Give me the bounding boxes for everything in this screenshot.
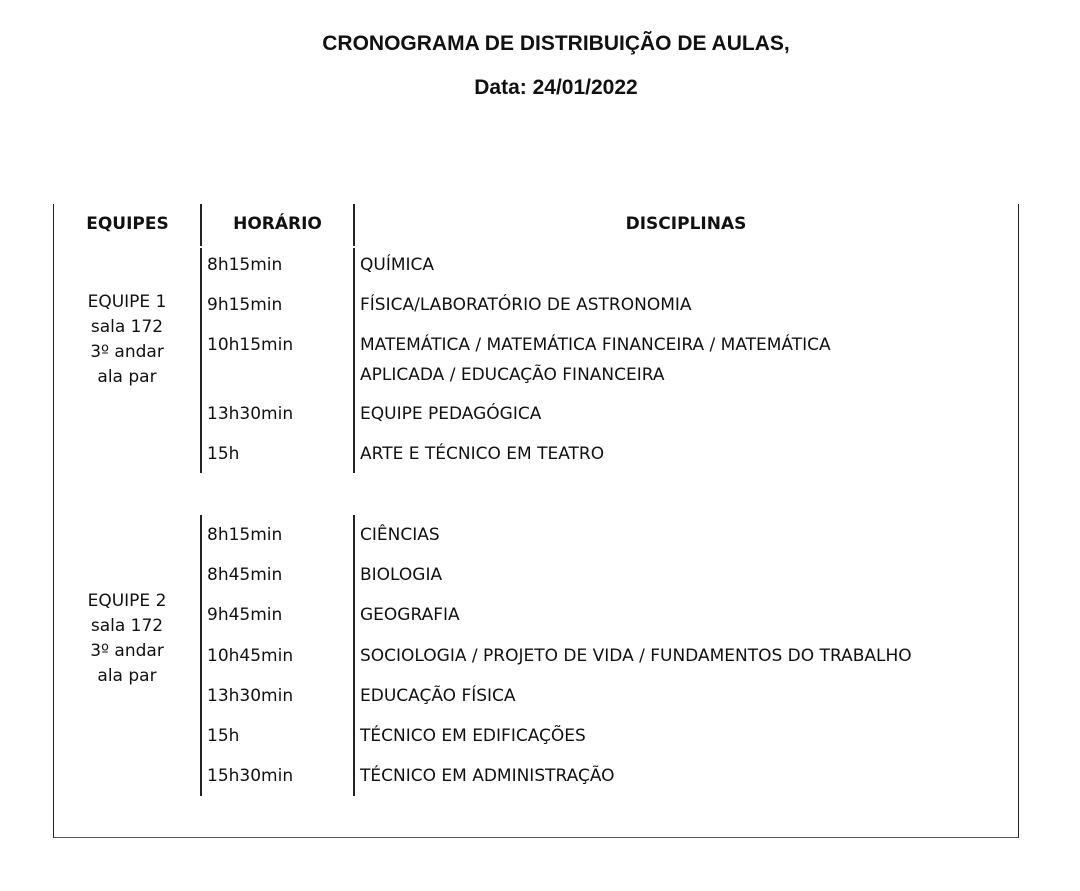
- g1-row-1-time: 8h15min: [207, 255, 283, 275]
- g2-row-2-subject: BIOLOGIA: [360, 565, 443, 585]
- g2-row-1-subject: CIÊNCIAS: [360, 525, 440, 545]
- g1-row-5-time: 15h: [207, 444, 240, 464]
- team-1-floor: 3º andar: [90, 342, 164, 362]
- g1-row-3-time: 10h15min: [207, 335, 294, 355]
- g1-row-4-time: 13h30min: [207, 404, 294, 424]
- g2-row-7-subject: TÉCNICO EM ADMINISTRAÇÃO: [360, 766, 615, 786]
- g2-row-6-time: 15h: [207, 726, 240, 746]
- group-2-divider-2: [353, 515, 355, 796]
- document-title: CRONOGRAMA DE DISTRIBUIÇÃO DE AULAS,: [322, 32, 790, 55]
- header-teams: EQUIPES: [86, 214, 169, 234]
- header-time: HORÁRIO: [233, 214, 322, 234]
- team-2-room: sala 172: [90, 616, 164, 636]
- team-2-floor: 3º andar: [90, 641, 164, 661]
- g2-row-3-subject: GEOGRAFIA: [360, 605, 460, 625]
- group-1-divider-2: [353, 248, 355, 473]
- g1-row-3-subject-line2: APLICADA / EDUCAÇÃO FINANCEIRA: [360, 365, 665, 385]
- g1-row-2-subject: FÍSICA/LABORATÓRIO DE ASTRONOMIA: [360, 295, 692, 315]
- team-2-info: [54, 589, 200, 689]
- header-subjects: DISCIPLINAS: [625, 214, 747, 234]
- g1-row-1-subject: QUÍMICA: [360, 255, 435, 275]
- g2-row-6-subject: TÉCNICO EM EDIFICAÇÕES: [360, 726, 586, 746]
- team-1-wing: ala par: [97, 367, 157, 387]
- g2-row-3-time: 9h45min: [207, 605, 283, 625]
- team-2-wing: ala par: [97, 666, 157, 686]
- g2-row-4-time: 10h45min: [207, 646, 294, 666]
- team-1-room: sala 172: [90, 317, 164, 337]
- g2-row-2-time: 8h45min: [207, 565, 283, 585]
- g1-row-5-subject: ARTE E TÉCNICO EM TEATRO: [360, 444, 605, 464]
- document-date: Data: 24/01/2022: [474, 76, 638, 99]
- team-1-name: EQUIPE 1: [87, 292, 167, 312]
- g1-row-3-subject: MATEMÁTICA / MATEMÁTICA FINANCEIRA / MATEMÁTICA: [360, 335, 831, 355]
- team-1-info: [54, 290, 200, 390]
- group-2-divider-1: [200, 515, 202, 796]
- g1-row-4-subject: EQUIPE PEDAGÓGICA: [360, 404, 542, 424]
- g2-row-5-time: 13h30min: [207, 686, 294, 706]
- g2-row-1-time: 8h15min: [207, 525, 283, 545]
- g1-row-2-time: 9h15min: [207, 295, 283, 315]
- g2-row-7-time: 15h30min: [207, 766, 294, 786]
- team-2-name: EQUIPE 2: [87, 591, 167, 611]
- group-1-divider-1: [200, 248, 202, 473]
- g2-row-5-subject: EDUCAÇÃO FÍSICA: [360, 686, 516, 706]
- g2-row-4-subject: SOCIOLOGIA / PROJETO DE VIDA / FUNDAMENTOS DO TRABALHO: [360, 646, 912, 666]
